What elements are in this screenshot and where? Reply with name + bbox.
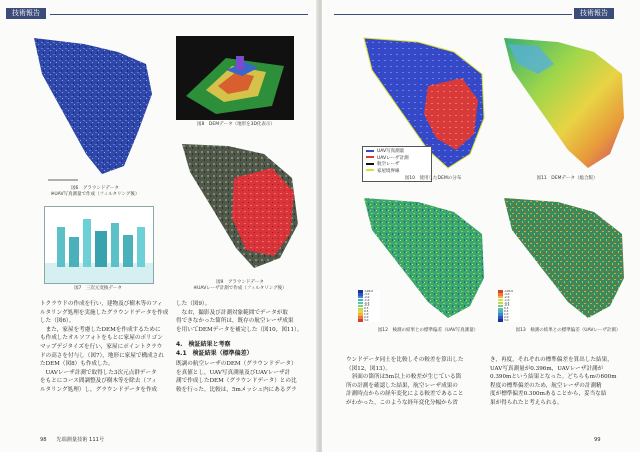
subsection-heading: 4.1 検証結果（標準偏差）: [176, 349, 253, 357]
journal-name: 先端測量技術 111号: [56, 437, 105, 443]
text-line: 計測時点からの経年変化による較差であること: [346, 391, 464, 398]
text-line: がわかった。このような経年変化分幅から省: [346, 400, 458, 406]
section-badge-left: 技術報告: [6, 8, 46, 19]
scale-label: -100.0: [364, 289, 374, 293]
scale-label: 0.3: [364, 306, 369, 311]
figure-8-dem-3d-view: [176, 36, 294, 120]
figure-6-note: ※UAV写真測量で作成（フィルタリング後）: [50, 191, 140, 197]
text-line: 0.390mという結果となった。どちらもmの600m: [490, 374, 617, 381]
scale-label: 2.0: [364, 315, 369, 320]
scale-label: 2.0: [504, 315, 509, 320]
right-page: [322, 0, 640, 452]
text-line: 得できなかった箇所は，既存の航空レーザ成果: [176, 318, 294, 325]
legend-item: [366, 169, 428, 176]
page-number-right: 99: [594, 437, 601, 443]
figure-13-color-scale: [498, 290, 520, 322]
page-number-left: 98: [40, 437, 47, 443]
scale-label: -100.0: [504, 289, 514, 293]
text-line: ウンドデータ同士を比較しその較差を算出した: [346, 357, 464, 363]
text-line: マップデジタイズを行い，家屋にポイントクラウ: [40, 344, 163, 350]
text-line: UAVレーザ計測で取得した3次元点群データ: [40, 369, 157, 376]
section-heading: 4. 検証結果と考察: [176, 341, 231, 348]
figure-9-title: 図9 グラウンドデータ: [216, 280, 264, 285]
section-badge-right: 技術報告: [574, 8, 614, 19]
scale-swatch: [358, 319, 363, 321]
scale-label: 1.0: [364, 312, 369, 317]
scale-label: -3.0: [364, 291, 370, 296]
legend-swatch: [366, 150, 374, 152]
figure-13-caption: 図13 検測の結果との標準偏差（UAVレーザ計測）: [515, 328, 621, 333]
figure-12-color-scale: [358, 290, 380, 322]
left-page: [0, 0, 318, 452]
figure-7-3d-buildings: [44, 206, 154, 284]
scale-label: -2.0: [504, 294, 510, 299]
scale-label: 0.5: [504, 309, 509, 314]
text-line: 測で作成したDEM（グラウンドデータ）との比: [176, 378, 297, 385]
figure-11-caption: 図11 DEMデータ（総合版）: [536, 176, 598, 181]
text-line: を用いてDEMデータを補完した（図10，図11）。: [176, 326, 303, 333]
scale-label: -0.3: [504, 303, 510, 308]
figure-6-title: 図6 グラウンドデータ: [71, 186, 119, 191]
scale-label: -0.5: [364, 300, 370, 305]
figure-11-dem-combined: [498, 34, 628, 172]
text-line: も作成したオルソフォトをもとに家屋のポリゴン: [40, 335, 163, 342]
text-line: ドの高さを付与し（図7），地形に家屋で構成され: [40, 352, 164, 359]
text-line: 果が得られたと考えられる。: [490, 400, 563, 406]
figure-8-caption: 図8 DEMデータ（地形を3D化表示）: [197, 122, 275, 127]
figure-9-caption: [190, 280, 290, 291]
text-line: （図12，図13）。: [346, 365, 391, 372]
text-line: き，再度，それぞれの標準偏差を算出した結果，: [490, 357, 613, 363]
figure-7-caption: 図7 三次元変換データ: [74, 286, 122, 291]
scale-label: -0.5: [504, 300, 510, 305]
text-line: 既調の航空レーザのDEM（グラウンドデータ）: [176, 361, 297, 367]
scale-label: -1.0: [364, 297, 370, 302]
legend-swatch: [366, 169, 374, 171]
figure-9-ground-data-laser: [176, 138, 302, 276]
scale-label: -0.3: [364, 303, 370, 308]
legend-swatch: [366, 163, 374, 165]
legend-label: 航空レーザ: [377, 162, 400, 167]
scale-label: 0.5: [364, 309, 369, 314]
text-line: 程度の標準偏差のため，航空レーザの計測精: [490, 382, 602, 389]
text-line: した（図9）。: [176, 301, 211, 307]
scale-label: 0.3: [504, 306, 509, 311]
figure-6-ground-data-map: [28, 34, 158, 184]
text-line: なお，撮影及び計測対象範囲でデータが取: [176, 309, 288, 316]
scale-label: 3.0: [364, 317, 369, 322]
left-footer: [40, 436, 104, 443]
text-line: UAV写真測量が0.396m，UAVレーザ計測が: [490, 365, 604, 372]
legend-label: UAV写真測量: [377, 149, 405, 154]
figure-6-caption: [40, 186, 150, 197]
figure-9-note: ※UAVレーザ計測で作成（フィルタリング後）: [193, 285, 287, 291]
text-line: 所の計測を確認した結果，航空レーザ成果の: [346, 382, 458, 389]
legend-label: UAVレーザ計測: [377, 155, 409, 161]
text-line: 斜面の箇所は5m以上の較差が生じている箇: [346, 374, 462, 381]
header-rule-left: [50, 14, 308, 15]
figure-10-caption: 図10 使用したDEMの分布: [404, 176, 462, 181]
scale-label: -3.0: [504, 291, 510, 296]
scale-entry: [358, 319, 380, 322]
text-line: トクラウドの作成を行い，建物及び樹木等のフィ: [40, 301, 163, 307]
text-line: した（図6）。: [40, 318, 75, 325]
text-line: ルタリング処理）し，グラウンドデータを作成: [40, 387, 158, 393]
legend-label: 家屋境界線: [377, 168, 400, 174]
text-line: たDEM（図8）も作成した。: [40, 361, 114, 368]
text-line: をもとにコース間調整及び樹木等を除去（フィ: [40, 378, 157, 385]
legend-swatch: [366, 156, 374, 158]
text-line: ルタリング処理を実施したグラウンドデータを作成: [40, 309, 169, 316]
scale-label: -1.0: [504, 297, 510, 302]
text-line: 較を行った。比較は，5mメッシュ内にあるグラ: [176, 386, 297, 393]
scale-label: 3.0: [504, 317, 509, 322]
scale-swatch: [498, 319, 503, 321]
header-rule-right: [334, 14, 572, 15]
text-line: を真値とし，UAV写真測量及びUAVレーザ計: [176, 369, 291, 376]
scale-entry: [498, 319, 520, 322]
text-line: また，家屋を考慮したDEMを作成するために: [40, 326, 161, 333]
figure-12-caption: 図12 検測の結果との標準偏差（UAV写真測量）: [377, 328, 479, 333]
scale-label: 1.0: [504, 312, 509, 317]
text-line: 度が標準偏差0.300mあることから，妥当な結: [490, 391, 607, 398]
scale-label: -2.0: [364, 294, 370, 299]
